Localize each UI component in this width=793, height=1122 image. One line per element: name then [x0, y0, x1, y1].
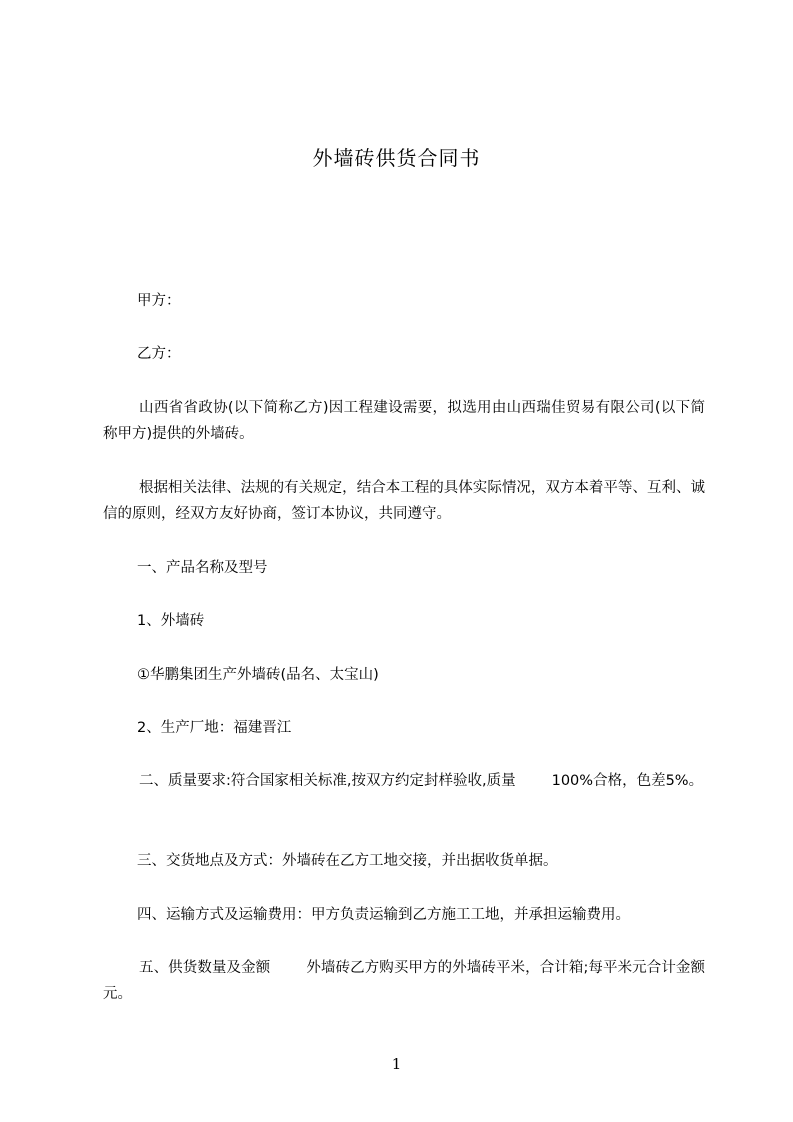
- page-number: 1: [391, 1055, 402, 1073]
- section2-paragraph: [103, 768, 705, 794]
- section5-paragraph: [103, 955, 705, 1007]
- section1-heading: 一、产品名称及型号: [137, 560, 268, 576]
- document-title: 外墙砖供货合同书: [312, 146, 481, 170]
- basis-paragraph: 根据相关法律、法规的有关规定，结合本工程的具体实际情况，双方本着平等、互利、诚信的原则，经双方友好协商，签订本协议，共同遵守。: [103, 480, 705, 522]
- intro-paragraph: 山西省省政协(以下简称乙方)因工程建设需要，拟选用由山西瑞佳贸易有限公司(以下简称甲方)提供的外墙砖。: [103, 400, 705, 442]
- section5-text-part1: 五、供货数量及金额: [139, 960, 271, 976]
- item2-line: 2、生产厂地：福建晋江: [137, 720, 292, 736]
- item1-line: 1、外墙砖: [137, 613, 205, 629]
- section4-paragraph: 四、运输方式及运输费用：甲方负责运输到乙方施工工地，并承担运输费用。: [137, 907, 630, 923]
- section2-text-part2: 100%合格，色差5%。: [551, 773, 704, 789]
- section5-text-part2: 外墙砖乙方购买甲方的外墙砖平米，合计箱;每平米元合计金额元。: [103, 960, 706, 1002]
- section2-text-part1: 二、质量要求:符合国家相关标准,按双方约定封样验收,质量: [139, 773, 516, 789]
- item1-sub-line: ①华鹏集团生产外墙砖(品名、太宝山): [137, 667, 379, 683]
- party-b-line: 乙方：: [137, 346, 181, 362]
- party-a-line: 甲方：: [137, 293, 181, 309]
- section3-paragraph: 三、交货地点及方式：外墙砖在乙方工地交接，并出据收货单据。: [137, 853, 558, 869]
